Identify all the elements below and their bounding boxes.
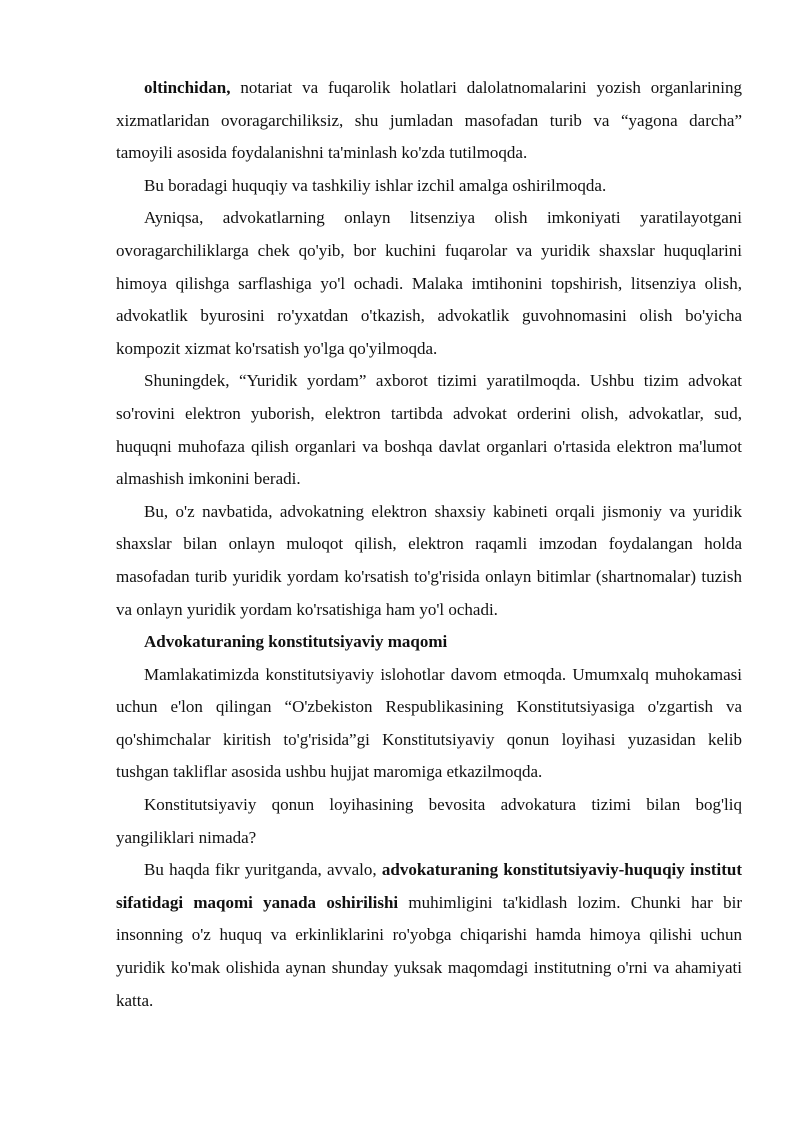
paragraph-text-before: Bu haqda fikr yuritganda, avvalo, bbox=[144, 860, 382, 880]
paragraph-online-license: Ayniqsa, advokatlarning onlayn litsenziya olish imkoniyati yaratilayotgani ovoragarchiliklarga chek qo'yib, bor kuchini fuqarolar va yuridik shaxslar huquqlarini himoya qilishga sarflashiga yo'l ochadi. Malaka imtihonini topshirish, litsenziya olish, advokatlik byurosini ro'yxatdan o'tkazish, advokatlik guvohnomasini olish bo'yicha kompozit xizmat ko'rsatish yo'lga qo'yilmoqda. bbox=[116, 208, 742, 358]
section-heading-text: Advokaturaning konstitutsiyaviy maqomi bbox=[144, 632, 448, 652]
paragraph-text: notariat va fuqarolik holatlari dalolatnomalarini yozish organlarining xizmatlaridan ovoragarchiliksiz, shu jumladan masofadan turib va “yagona darcha” tamoyili asosida foydalanishni ta'minlash ko'zda tutilmoqda. bbox=[116, 78, 742, 163]
paragraph-text-after: muhimligini ta'kidlash lozim. Chunki har bir insonning o'z huquq va erkinliklarini ro'yobga chiqarishi hamda himoya qilishi uchun yuridik ko'mak olishida aynan shunday yuksak maqomdagi institutning o'rni va ahamiyati katta. bbox=[116, 892, 742, 1010]
paragraph-sixth-point bbox=[116, 72, 742, 170]
paragraph-question: Konstitutsiyaviy qonun loyihasining bevosita advokatura tizimi bilan bog'liq yangiliklari nimada? bbox=[116, 795, 742, 847]
paragraph-emphasis-bold: advokaturaning konstitutsiyaviy-huquqiy institut sifatidagi maqomi yanada oshirilishi bbox=[116, 860, 742, 912]
paragraph-legal-aid-system: Shuningdek, “Yuridik yordam” axborot tizimi yaratilmoqda. Ushbu tizim advokat so'rovini elektron yuborish, elektron tartibda advokat orderini olish, advokatlar, sud, huquqni muhofaza qilish organlari va boshqa davlat organlari o'rtasida elektron ma'lumot almashish imkonini beradi. bbox=[116, 371, 742, 489]
paragraph-electronic-cabinet: Bu, o'z navbatida, advokatning elektron shaxsiy kabineti orqali jismoniy va yuridik shaxslar bilan onlayn muloqot qilish, elektron raqamli imzodan foydalangan holda masofadan turib yuridik yordam ko'rsatish to'g'risida onlayn bitimlar (shartnomalar) tuzish va onlayn yuridik yordam ko'rsatishiga ham yo'l ochadi. bbox=[116, 501, 742, 619]
paragraph-institute-status bbox=[116, 854, 742, 1017]
paragraph-legal-work: Bu boradagi huquqiy va tashkiliy ishlar izchil amalga oshirilmoqda. bbox=[144, 175, 607, 195]
paragraph-lead-bold: oltinchidan, bbox=[144, 78, 231, 97]
section-heading bbox=[116, 626, 742, 659]
paragraph-constitutional-reforms: Mamlakatimizda konstitutsiyaviy islohotlar davom etmoqda. Umumxalq muhokamasi uchun e'lon qilingan “O'zbekiston Respublikasining Konstitutsiyasiga o'zgartish va qo'shimchalar kiritish to'g'risida”gi Konstitutsiyaviy qonun loyihasi yuzasidan kelib tushgan takliflar asosida ushbu hujjat maromiga etkazilmoqda. bbox=[116, 664, 742, 782]
